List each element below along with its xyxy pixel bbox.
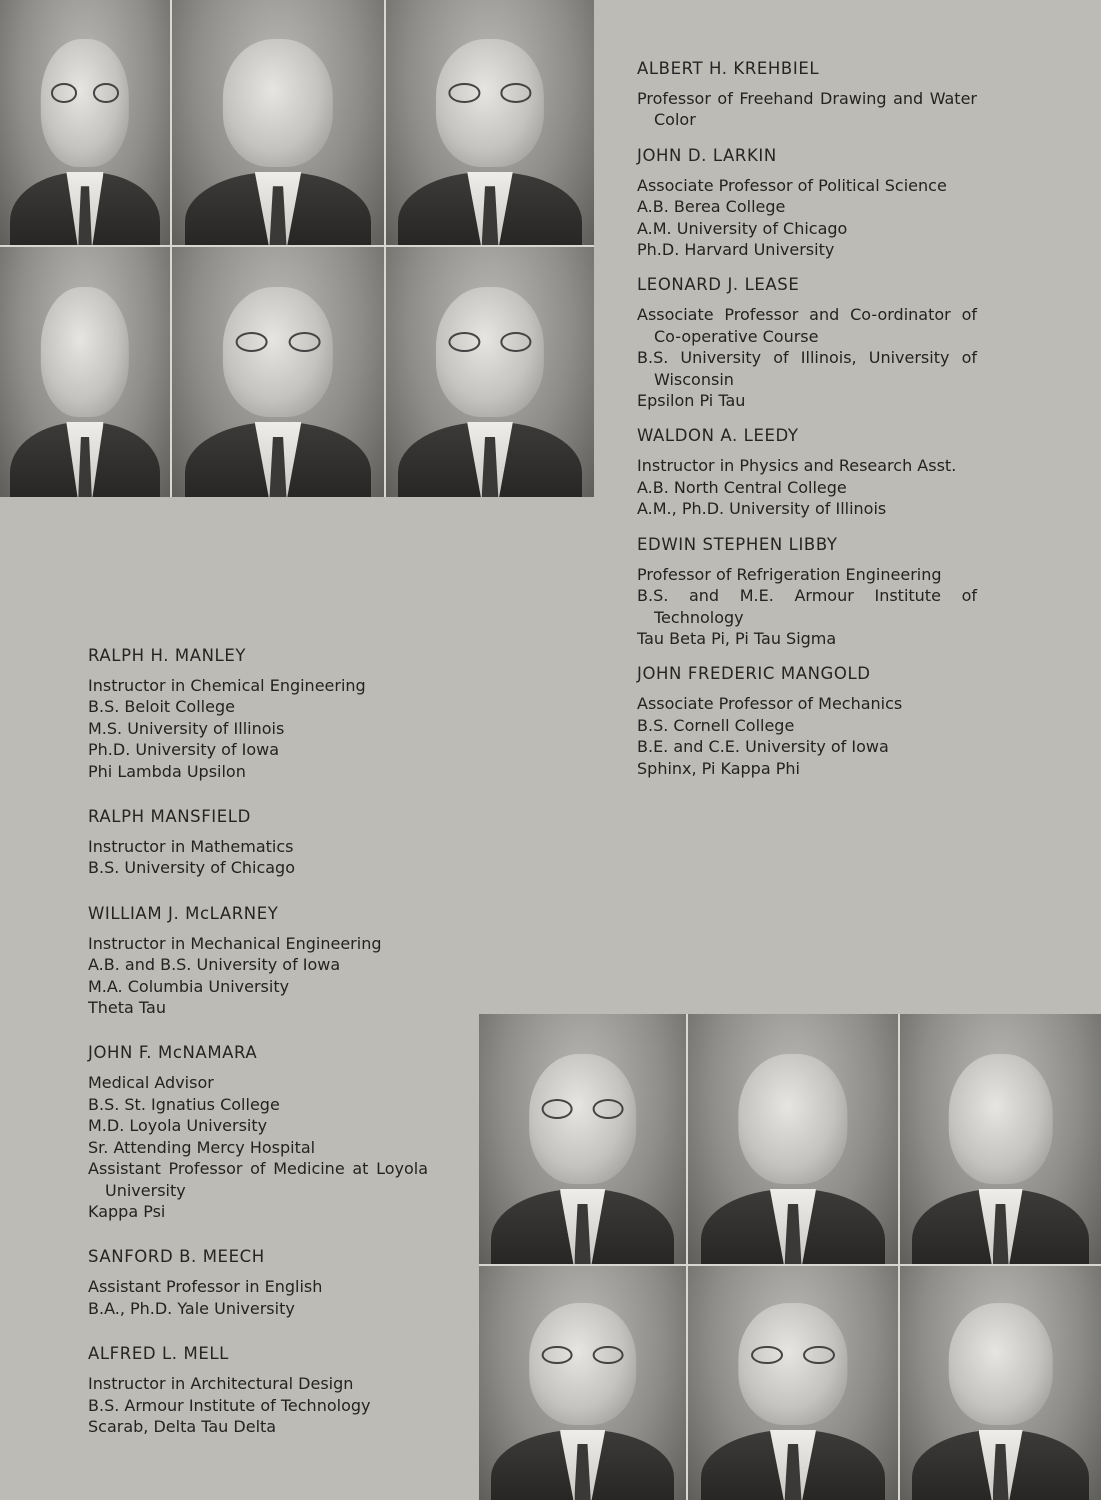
- top-portrait-grid: [0, 0, 594, 497]
- faculty-entry: [88, 903, 428, 1019]
- faculty-detail: Scarab, Delta Tau Delta: [88, 1416, 277, 1436]
- faculty-entry: [88, 1042, 428, 1222]
- faculty-entry: [637, 274, 977, 411]
- faculty-entry: [637, 534, 977, 650]
- faculty-entry: [637, 58, 977, 131]
- faculty-detail: Sr. Attending Mercy Hospital: [88, 1137, 316, 1157]
- faculty-detail: M.S. University of Illinois: [88, 718, 285, 738]
- faculty-name: WILLIAM J. McLARNEY: [88, 903, 279, 923]
- portrait-photo: [172, 247, 384, 497]
- faculty-detail: Assistant Professor of Medicine at Loyola University: [88, 1159, 428, 1200]
- portrait-photo: [386, 0, 594, 245]
- faculty-name: ALBERT H. KREHBIEL: [637, 59, 820, 78]
- faculty-name: JOHN F. McNAMARA: [88, 1043, 258, 1063]
- faculty-detail: Instructor in Chemical Engineering: [88, 676, 366, 695]
- faculty-detail: A.M., Ph.D. University of Illinois: [637, 499, 887, 519]
- faculty-name: EDWIN STEPHEN LIBBY: [637, 534, 838, 554]
- faculty-detail: B.S. Beloit College: [88, 697, 235, 717]
- faculty-name: SANFORD B. MEECH: [88, 1247, 265, 1267]
- faculty-detail: Associate Professor and Co-ordinator of Co-operative Course: [637, 305, 977, 346]
- bottom-portrait-grid: [479, 1014, 1101, 1500]
- faculty-entry: [637, 145, 977, 261]
- faculty-name: RALPH MANSFIELD: [88, 807, 251, 827]
- faculty-detail: Theta Tau: [88, 998, 166, 1018]
- faculty-entry: [88, 1343, 428, 1437]
- faculty-detail: Instructor in Mechanical Engineering: [88, 933, 382, 953]
- portrait-photo: [900, 1014, 1101, 1264]
- portrait-photo: [688, 1014, 898, 1264]
- faculty-detail: Epsilon Pi Tau: [637, 391, 746, 411]
- faculty-name: JOHN D. LARKIN: [637, 145, 777, 165]
- faculty-detail: A.M. University of Chicago: [637, 218, 848, 238]
- faculty-detail: Professor of Freehand Drawing and Water Color: [637, 89, 977, 130]
- faculty-entry: [637, 663, 977, 779]
- faculty-name: ALFRED L. MELL: [88, 1344, 229, 1364]
- faculty-entry: [88, 1246, 428, 1319]
- faculty-detail: Tau Beta Pi, Pi Tau Sigma: [637, 628, 837, 648]
- faculty-column-left: [88, 645, 428, 1461]
- faculty-entry: [88, 645, 428, 782]
- faculty-entry: [88, 806, 428, 879]
- faculty-name: JOHN FREDERIC MANGOLD: [637, 664, 871, 684]
- faculty-detail: B.S. Cornell College: [637, 715, 795, 735]
- portrait-photo: [0, 247, 170, 497]
- faculty-entry: [637, 425, 977, 519]
- portrait-photo: [479, 1266, 686, 1500]
- portrait-photo: [172, 0, 384, 245]
- faculty-detail: Ph.D. University of Iowa: [88, 740, 280, 760]
- faculty-detail: B.S. University of Chicago: [88, 858, 295, 878]
- faculty-detail: Professor of Refrigeration Engineering: [637, 564, 942, 584]
- faculty-detail: Medical Advisor: [88, 1073, 214, 1093]
- portrait-photo: [386, 247, 594, 497]
- faculty-detail: Sphinx, Pi Kappa Phi: [637, 758, 800, 778]
- faculty-detail: Associate Professor of Mechanics: [637, 694, 903, 714]
- faculty-detail: A.B. and B.S. University of Iowa: [88, 955, 341, 975]
- faculty-detail: M.D. Loyola University: [88, 1116, 268, 1136]
- faculty-detail: Associate Professor of Political Science: [637, 175, 947, 195]
- portrait-photo: [688, 1266, 898, 1500]
- faculty-detail: B.A., Ph.D. Yale University: [88, 1298, 295, 1318]
- faculty-detail: Ph.D. Harvard University: [637, 240, 835, 260]
- faculty-detail: Assistant Professor in English: [88, 1277, 323, 1297]
- faculty-detail: A.B. Berea College: [637, 197, 786, 217]
- faculty-detail: B.S. University of Illinois, University of Wisconsin: [637, 348, 977, 389]
- faculty-detail: A.B. North Central College: [637, 477, 847, 497]
- portrait-photo: [479, 1014, 686, 1264]
- faculty-detail: B.S. Armour Institute of Technology: [88, 1395, 371, 1415]
- portrait-photo: [0, 0, 170, 245]
- faculty-name: LEONARD J. LEASE: [637, 275, 800, 295]
- faculty-detail: Phi Lambda Upsilon: [88, 761, 246, 781]
- faculty-detail: Instructor in Architectural Design: [88, 1374, 354, 1394]
- faculty-detail: M.A. Columbia University: [88, 976, 290, 996]
- faculty-column-right: [637, 58, 977, 793]
- faculty-detail: B.S. St. Ignatius College: [88, 1094, 280, 1114]
- faculty-detail: Instructor in Physics and Research Asst.: [637, 456, 957, 476]
- faculty-detail: B.E. and C.E. University of Iowa: [637, 737, 889, 757]
- faculty-detail: B.S. and M.E. Armour Institute of Technology: [637, 586, 977, 627]
- faculty-detail: Instructor in Mathematics: [88, 837, 294, 857]
- faculty-name: RALPH H. MANLEY: [88, 646, 247, 665]
- portrait-photo: [900, 1266, 1101, 1500]
- faculty-name: WALDON A. LEEDY: [637, 426, 799, 446]
- faculty-detail: Kappa Psi: [88, 1201, 166, 1221]
